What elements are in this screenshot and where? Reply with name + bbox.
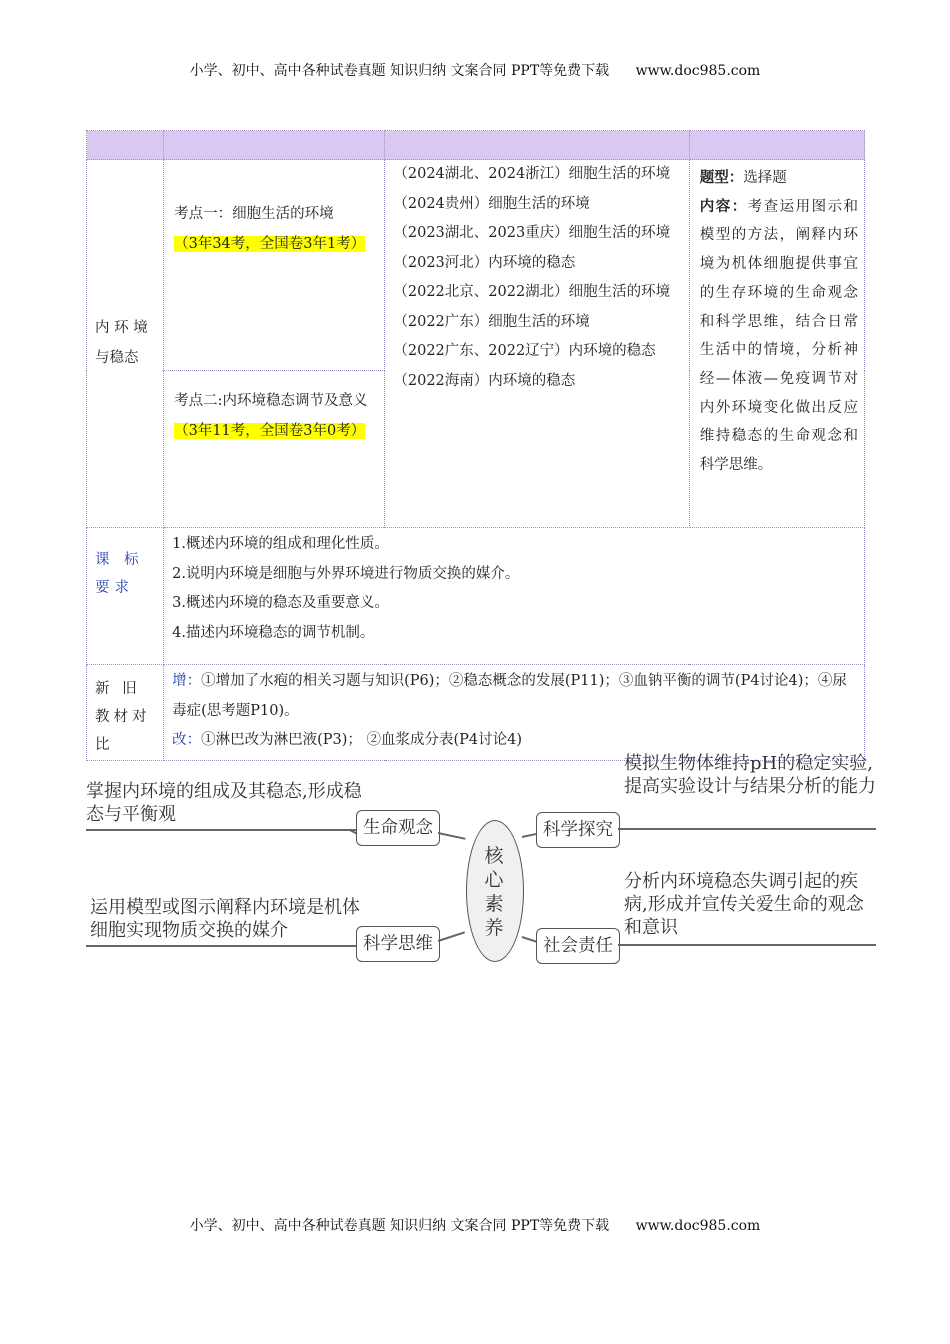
kaodian-2-cell	[164, 371, 385, 528]
requirement-item: 4.描述内环境稳态的调节机制。	[172, 624, 375, 641]
branch-text-scientific-inquiry: 模拟生物体维持pH的稳定实验,提高实验设计与结果分析的能力	[624, 753, 876, 797]
branch-line	[618, 828, 876, 830]
compare-change-label: 改：	[172, 732, 202, 748]
requirements-label-cell	[87, 528, 164, 665]
label-box-social-responsibility: 社会责任	[536, 928, 620, 964]
header-url[interactable]: www.doc985.com	[635, 63, 761, 79]
core-literacy-diagram	[80, 740, 880, 980]
table-row-requirements	[87, 528, 865, 665]
source-item: （2023湖北、2023重庆）细胞生活的环境	[393, 225, 671, 241]
exam-analysis-table	[86, 130, 865, 761]
requirements-label: 课 标 要求	[95, 552, 144, 596]
source-item: （2022广东）细胞生活的环境	[393, 313, 590, 330]
source-item: （2022广东、2022辽宁）内环境的稳态	[393, 343, 656, 359]
type-value: 选择题	[743, 170, 787, 186]
center-text: 核心素养	[484, 845, 504, 939]
page-header	[0, 60, 950, 80]
branch-line	[438, 931, 465, 941]
label-box-scientific-thinking: 科学思维	[356, 926, 440, 962]
kaodian-1-title: 考点一：细胞生活的环境	[174, 206, 334, 222]
compare-add-label: 增：	[172, 673, 202, 689]
kaodian-2-title: 考点二:内环境稳态调节及意义	[174, 393, 368, 409]
kaodian-1-stat: （3年34考，全国卷3年1考）	[174, 235, 366, 252]
branch-line	[618, 944, 876, 946]
compare-change-text: ①淋巴改为淋巴液(P3)； ②血浆成分表(P4讨论4)	[201, 732, 523, 748]
kaodian-2-stat: （3年11考，全国卷3年0考）	[174, 422, 366, 439]
table-header-row	[87, 131, 865, 160]
sources-cell	[385, 160, 689, 528]
source-item: （2024湖北、2024浙江）细胞生活的环境	[393, 166, 671, 182]
compare-add-text: ①增加了水疱的相关习题与知识(P6)；②稳态概念的发展(P11)；③血钠平衡的调节(P4讨论4)；④尿毒症(思考题P10)。	[172, 673, 847, 719]
source-item: （2022北京、2022湖北）细胞生活的环境	[393, 284, 671, 300]
header-text: 小学、初中、高中各种试卷真题 知识归纳 文案合同 PPT等免费下载	[189, 63, 610, 79]
branch-text-scientific-thinking: 运用模型或图示阐释内环境是机体细胞实现物质交换的媒介	[90, 897, 360, 941]
requirement-item: 2.说明内环境是细胞与外界环境进行物质交换的媒介。	[172, 565, 520, 582]
label-box-scientific-inquiry: 科学探究	[536, 812, 620, 848]
source-item: （2024贵州）细胞生活的环境	[393, 195, 590, 212]
footer-url[interactable]: www.doc985.com	[635, 1218, 761, 1234]
compare-label: 新 旧 教材对比	[95, 681, 151, 753]
branch-line	[438, 832, 466, 839]
source-item: （2023河北）内环境的稳态	[393, 254, 576, 271]
branch-text-life-concept: 掌握内环境的组成及其稳态,形成稳态与平衡观	[86, 781, 362, 825]
info-cell	[689, 160, 864, 528]
table-row-kaodian1	[87, 160, 865, 371]
branch-line	[86, 945, 356, 947]
source-item: （2022海南）内环境的稳态	[393, 372, 576, 389]
page-footer	[0, 1215, 950, 1235]
content-label: 内容：	[699, 198, 748, 215]
type-label: 题型：	[699, 170, 744, 186]
requirement-item: 3.概述内环境的稳态及重要意义。	[172, 595, 389, 611]
content-value: 考查运用图示和模型的方法，阐释内环境为机体细胞提供事宜的生存环境的生命观念和科学思维，结合日常生活中的情境，分析神经—体液—免疫调节对内外环境变化做出反应维持稳态的生命观念和科学思维。	[699, 198, 859, 474]
branch-text-social-responsibility: 分析内环境稳态失调引起的疾病,形成并宣传关爱生命的观念和意识	[624, 871, 864, 938]
center-label	[479, 844, 509, 940]
label-box-life-concept: 生命观念	[356, 810, 440, 846]
requirements-cell	[164, 528, 865, 665]
requirement-item: 1.概述内环境的组成和理化性质。	[172, 536, 389, 552]
branch-line	[86, 829, 356, 831]
footer-text: 小学、初中、高中各种试卷真题 知识归纳 文案合同 PPT等免费下载	[189, 1218, 610, 1234]
category-cell: 内 环 境与稳态	[87, 160, 164, 528]
kaodian-1-cell	[164, 160, 385, 371]
